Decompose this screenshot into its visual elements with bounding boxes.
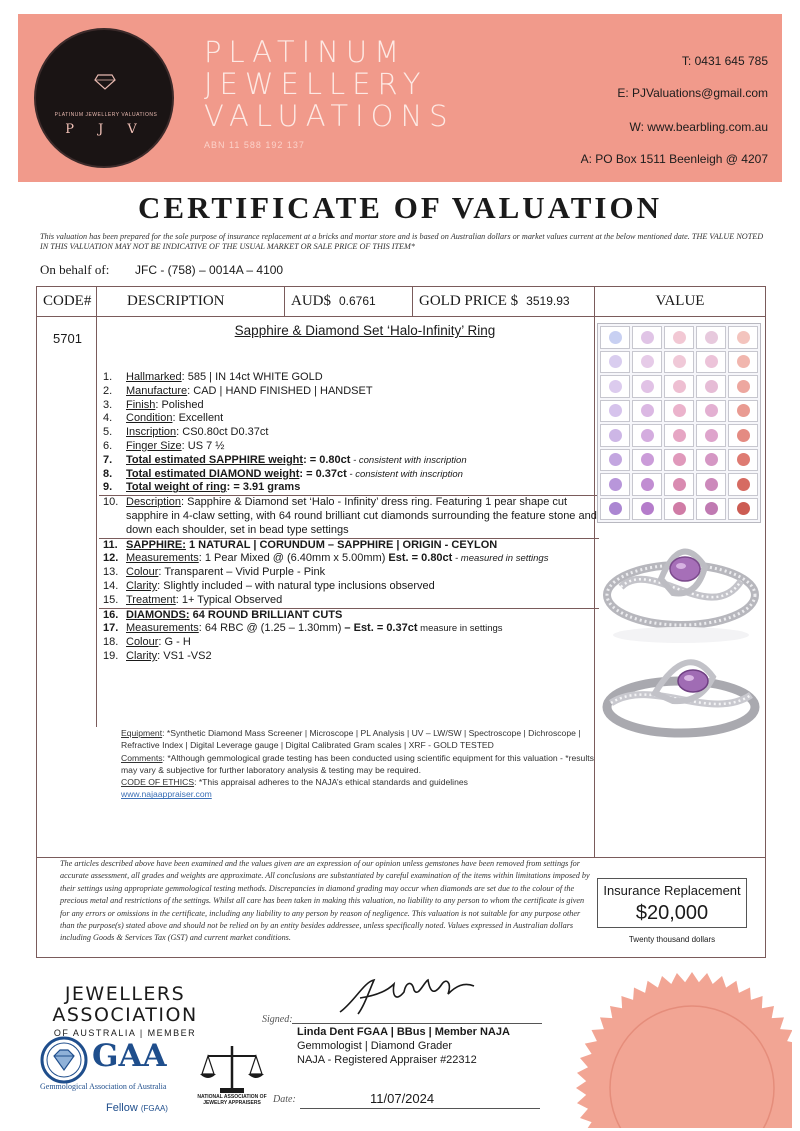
behalf-label: On behalf of: [40,262,110,277]
list-item: 15. Treatment: 1+ Typical Observed [103,593,283,606]
ethics-note: CODE OF ETHICS: *This appraisal adheres to the NAJA’s ethical standards and guidelines [121,777,468,788]
item-details [103,371,599,664]
color-swatch [632,326,662,349]
signature-line [292,1023,542,1024]
item-title: Sapphire & Diamond Set ‘Halo-Infinity’ Ring [234,323,496,338]
logo-line: JEWELLERS [64,983,186,1005]
fellow-title: Fellow (FGAA) [106,1102,168,1114]
equipment-note: Equipment: *Synthetic Diamond Mass Screener | Microscope | PL Analysis | UV – LW/SW | Spectroscope | Dichroscope | Refractive Index | Digital Leverage gauge | Digital Calibrated Gram scales | XRF - GOLD TESTED [121,728,581,751]
ring-image-side [607,662,755,733]
list-item: 5. Inscription: CS0.80ct D0.37ct [103,426,269,439]
gold-price: 3519.93 [526,294,570,308]
logo-line: ASSOCIATION [52,1004,198,1026]
certificate-title: CERTIFICATE OF VALUATION [138,190,662,225]
signature [334,972,484,1020]
list-item: 19. Clarity: VS1 -VS2 [103,649,212,662]
signer-role: Gemmologist | Diamond Grader [297,1040,453,1052]
seal-body [576,972,792,1128]
email[interactable]: E: PJValuations@gmail.com [617,86,768,100]
ring-image-top [607,552,755,643]
color-swatch [664,473,694,496]
jewellers-association-logo [40,984,210,1026]
color-swatch [600,424,630,447]
list-item: 8. Total estimated DIAMOND weight: = 0.37ct - consistent with inscription [103,467,463,480]
color-swatch [696,449,726,472]
aud-rate: 0.6761 [339,294,376,308]
address: A: PO Box 1511 Beenleigh @ 4207 [580,152,768,166]
list-item: 12. Measurements: 1 Pear Mixed @ (6.40mm x 5.00mm) Est. = 0.80ct - measured in settings [103,552,549,565]
item-code: 5701 [53,331,82,346]
signer-registration: NAJA - Registered Appraiser #22312 [297,1054,477,1066]
color-swatch [664,375,694,398]
color-swatch [696,351,726,374]
phone: T: 0431 645 785 [681,54,768,68]
color-swatch [696,400,726,423]
list-item: 16. DIAMONDS: 64 ROUND BRILLIANT CUTS [99,608,599,623]
list-item: 7. Total estimated SAPPHIRE weight: = 0.80ct - consistent with inscription [103,453,467,466]
list-item: 17. Measurements: 64 RBC @ (1.25 – 1.30mm) – Est. = 0.37ct measure in settings [103,622,503,635]
list-item: 10. Description: Sapphire & Diamond set ‘Halo - Infinity’ dress ring. Featuring 1 pear shape cut sapphire in 4-claw setting, with 64 round brilliant cut diamonds surrounding the feature stone and down each shoulder, set in bead type settings [99,495,599,537]
list-item: 6. Finger Size: US 7 ½ [103,439,225,452]
gaa-logo: GAA [92,1038,167,1074]
fine-print: The articles described above have been examined and the values given are an expression of our opinion unless gemstones have been removed from settings for accurate assessment, all grades and weights are approximate. All conclusions are substantiated by careful examination of the items within limitations imposed by their settings using appropriate gemmological testing methods. Discrepancies in diamond grading may occur when diamonds are set due to the colour of the precious metal and restrictions of the settings. Whilst all care has been taken in making this valuation, no liability to any person to whom the certificate is given for any errors or omissions in the certificate, including any liability to any person by reason of negligence. This valuation is not suitable for any purpose other than the purpose(s) stated above and should not be relied on by an entity besides addressee, unless specifically noted. Values expressed in Australian dollars including Goods & Services Tax (GST) and current market conditions. [60,859,590,943]
ja-member-label: OF AUSTRALIA | MEMBER [53,1028,197,1038]
insurance-value: $20,000 [635,902,709,924]
list-item: 9. Total weight of ring: = 3.91 grams [103,481,301,494]
insurance-label: Insurance Replacement [603,883,741,898]
color-swatch [696,326,726,349]
color-swatch [664,400,694,423]
description-header: DESCRIPTION [97,287,285,317]
color-swatch [728,424,758,447]
abn-number: ABN 11 588 192 137 [204,140,305,150]
valuation-date: 11/07/2024 [370,1091,435,1106]
color-swatch [600,375,630,398]
valuation-table [36,286,766,858]
brand-line: JEWELLERY [204,67,428,101]
color-swatch [728,473,758,496]
list-item: 13. Colour: Transparent – Vivid Purple - Pink [103,566,326,579]
naja-logo-text: NATIONAL ASSOCIATION OF JEWELRY APPRAISERS [197,1094,267,1106]
ring-photo [601,517,761,747]
list-item: 1. Hallmarked: 585 | IN 14ct WHITE GOLD [103,371,323,383]
list-item: 4. Condition: Excellent [103,412,224,425]
date-line [300,1108,540,1109]
diamond-icon [94,74,116,90]
color-swatch [600,449,630,472]
color-swatch [696,473,726,496]
brand-line: VALUATIONS [204,99,455,133]
valuation-disclaimer: This valuation has been prepared for the sole purpose of insurance replacement at a bricks and mortar store and is based on Australian dollars or market values current at the below mentioned date. THE VALUE NOTED IN THIS VALUATION MAY NOT BE INDICATIVE OF THE USUAL MARKET OR SALE PRICE OF THIS ITEM* [40,232,764,251]
insurance-words: Twenty thousand dollars [628,935,716,944]
insurance-box [597,878,747,928]
color-swatch [632,473,662,496]
list-item: 3. Finish: Polished [103,398,204,411]
code-header: CODE# [37,287,97,317]
naja-link[interactable]: www.najaappraiser.com [121,789,212,800]
brand-line: PLATINUM [204,35,407,69]
pjv-logo [34,28,174,168]
color-swatch [696,375,726,398]
list-item: 18. Colour: G - H [103,636,191,649]
color-swatch [664,424,694,447]
gaa-diamond-icon [40,1036,88,1084]
list-item: 14. Clarity: Slightly included – with natural type inclusions observed [103,579,435,592]
website[interactable]: W: www.bearbling.com.au [629,120,768,134]
date-label: Date: [273,1094,296,1105]
color-swatch [632,351,662,374]
list-item: 11. SAPPHIRE: 1 NATURAL | CORUNDUM – SAPPHIRE | ORIGIN - CEYLON [99,538,599,553]
aud-header: AUD$ 0.6761 [285,287,413,317]
list-item: 2. Manufacture: CAD | HAND FINISHED | HANDSET [103,384,373,397]
color-swatch [632,449,662,472]
color-swatch [664,351,694,374]
brand-name [204,36,455,132]
logo-subtext: PLATINUM JEWELLERY VALUATIONS [54,112,158,118]
comments-note: Comments: *Although gemmological grade testing has been conducted using scientific equipment for this valuation - *results may vary & subjective for further laboratory analysis & testing may be required. [121,752,594,775]
color-swatch [728,400,758,423]
color-swatch [600,351,630,374]
color-swatch [728,351,758,374]
color-swatch [728,375,758,398]
color-swatch [600,400,630,423]
value-header: VALUE [595,287,765,317]
column-divider [96,317,97,727]
seal-stamp [566,958,792,1128]
color-swatch [696,424,726,447]
color-swatch [728,449,758,472]
gaa-name: Gemmological Association of Australia [40,1082,167,1091]
letterhead [18,14,782,182]
color-swatch [600,473,630,496]
logo-initials: P J V [65,122,147,137]
color-swatch [728,326,758,349]
color-swatch [600,326,630,349]
color-swatch [632,375,662,398]
testing-notes [121,727,601,801]
color-swatch [664,449,694,472]
gold-price-header: GOLD PRICE $ 3519.93 [413,287,595,317]
color-swatch [664,326,694,349]
color-swatch [632,424,662,447]
signed-label: Signed: [262,1014,293,1025]
color-swatch [632,400,662,423]
signer-name: Linda Dent FGAA | BBus | Member NAJA [297,1026,510,1038]
behalf-reference: JFC - (758) – 0014A – 4100 [135,263,284,277]
color-swatch-chart [597,323,761,523]
